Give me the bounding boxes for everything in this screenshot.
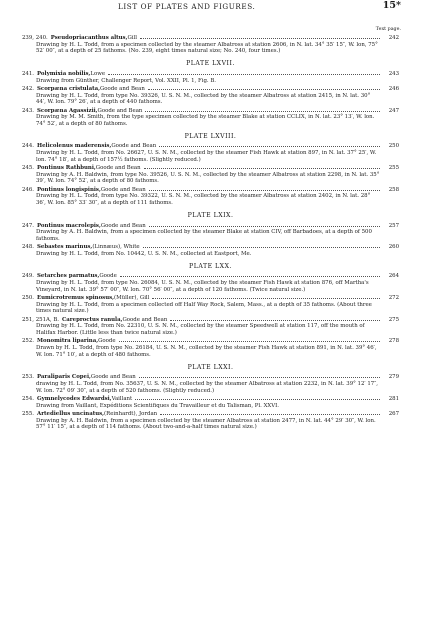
entry-title-line: [22, 244, 399, 251]
species-name: Pontinus Rathbuni,: [37, 165, 96, 172]
plate-entry: [22, 273, 399, 293]
entry-title-line: [22, 35, 399, 42]
figure-number: 241.: [22, 70, 35, 77]
species-name: Setarches parmatus,: [37, 273, 100, 280]
species-name: Eumicrotremus spinosus,: [37, 295, 115, 302]
species-name: Pontinus longispinis,: [37, 186, 101, 193]
entry-description: Drawing by H. L. Todd, from No. 10442, U. S. N. M., collected at Eastport, Me.: [36, 250, 252, 257]
species-name: Scorpæna Agassizii,: [37, 107, 98, 114]
species-authority: Goode and Bean: [99, 85, 145, 92]
text-page-ref: 243: [388, 70, 399, 77]
dot-leader: [135, 399, 380, 400]
species-name: Polymixia nobilis,: [37, 70, 91, 77]
entry-description: Drawing by H. L. Todd, from No. 22310, U. S. N. M., collected by the steamer Speedwell at station 117, off the mouth of Halifax Harbor. (Little less than twice natural size.): [36, 323, 365, 337]
entry-description: drawing by H. L. Todd, from No. 35637, U. S. N. M., collected by the steamer Albatross at station 2232, in N. lat. 39° 12′ 17″, W. lon. 72° 09′ 30″, at a depth of 520 fathoms. (Slightly reduced.): [36, 380, 378, 394]
entry-title-line: [22, 411, 399, 418]
plate-heading: PLATE LXIX.: [187, 211, 234, 219]
entry-title-line: [22, 273, 399, 280]
entry-description: Drawing by A. H. Baldwin, from a specimen collected by the steamer Albatross at station 2477, in N. lat. 44° 29′ 30″, W. lon. 57° 11′ 15″, at a depth of 114 fathoms. (About two-and-a-half times natural size.): [36, 417, 376, 431]
entry-title-line: [22, 86, 399, 93]
entry-title-line: [22, 374, 399, 381]
plate-heading: PLATE LXVII.: [186, 60, 235, 68]
plate-entry: [22, 374, 399, 394]
figure-number: 245.: [22, 165, 35, 172]
entry-title-line: [22, 396, 399, 403]
species-authority: Goode and Bean: [95, 165, 141, 172]
dot-leader: [160, 414, 380, 415]
entry-title-line: [22, 108, 399, 115]
text-page-label: Text page.: [375, 27, 401, 32]
figure-number: 239, 240.: [22, 35, 48, 41]
figure-number: 244.: [22, 143, 35, 150]
text-page-ref: 264: [388, 273, 399, 280]
dot-leader: [120, 276, 380, 277]
text-page-ref: 278: [388, 338, 399, 345]
text-page-ref: 260: [388, 244, 399, 251]
entry-description: Drawing from Vaillant, Expéditions Scientifiques du Travailleur et du Talisman, Pl. XXVI.: [36, 402, 279, 409]
page-number: 15*: [382, 0, 401, 11]
plate-heading: PLATE LXX.: [189, 262, 232, 270]
figure-number: 250.: [22, 295, 35, 302]
species-authority: Goode and Bean: [111, 143, 157, 150]
species-name: Pseudopriacanthus altus,: [50, 35, 128, 41]
text-page-ref: 247: [388, 107, 399, 114]
plate-entry: [22, 244, 399, 257]
dot-leader: [143, 247, 380, 248]
figure-number: 254.: [22, 395, 35, 402]
figure-number: 243.: [22, 107, 35, 114]
text-page-ref: 258: [388, 186, 399, 193]
plates-list: [22, 35, 399, 433]
species-authority: Goode and Bean: [97, 107, 143, 114]
figure-number: 249.: [22, 273, 35, 280]
species-name: Monomitra liparina,: [37, 338, 99, 345]
entry-description: Drawing by H. L. Todd, from type No. 26084, U. S. N. M., collected by the steamer Fish Hawk at station 876, off Martha's Vineyard, in N. lat. 39° 57′ 00″, W. lon. 70° 56′ 00″, at a depth of 120 fathoms. (Twice natural size.): [36, 280, 369, 293]
text-page-ref: 246: [388, 85, 399, 92]
entry-title-line: [22, 338, 399, 345]
species-name: Helicolenus maderensis,: [37, 143, 112, 150]
species-name: Pontinus macrolepis,: [37, 222, 101, 229]
text-page-ref: 267: [388, 410, 399, 417]
species-authority: Goode and Bean: [122, 316, 168, 323]
plate-heading: PLATE LXXI.: [187, 363, 234, 371]
plate-entry: [22, 223, 399, 243]
plate-entry: [22, 143, 399, 163]
figure-number: 248.: [22, 244, 35, 251]
entry-description: Drawn by H. L. Todd, from type No. 26184, U. S. N. M., collected by the steamer Fish Hawk at station 891, in N. lat. 39° 46′, W. lon. 71° 10′, at a depth of 480 fathoms.: [36, 345, 377, 358]
entry-description: Drawing by A. H. Baldwin, from a specimen collected by the steamer Blake at station CIV, off Barbadoes, at a depth of 500 fathoms.: [36, 229, 372, 242]
dot-leader: [152, 298, 380, 299]
text-page-ref: 255: [388, 165, 399, 172]
species-authority: Lowe: [90, 70, 106, 77]
dot-leader: [108, 74, 380, 75]
figure-number: 255.: [22, 410, 35, 417]
plate-entry: [22, 295, 399, 315]
entry-title-line: [22, 295, 399, 302]
species-authority: Goode and Bean: [90, 374, 136, 381]
species-authority: (Linnæus), White: [92, 244, 140, 251]
plate-entry: [22, 35, 399, 55]
entry-description: Drawing by H. L. Todd, from a specimen collected by the steamer Albatross at station 2606, in N. lat. 34° 35′ 15″, W. lon, 75° 52′ 00″, at a depth of 25 fathoms. (No. 239, eight times natural size; No. 240, four times.): [36, 41, 378, 55]
species-authority: (Müller), Gill: [114, 295, 150, 302]
text-page-ref: 281: [388, 395, 399, 402]
species-authority: Gill: [127, 35, 137, 41]
dot-leader: [149, 190, 380, 191]
plate-heading: PLATE LXVIII.: [184, 132, 237, 140]
entry-description: Drawing by H. L. Todd, from type No. 39326, U. S. N. M., collected by the steamer Albatross at station 2415, in N. lat. 30° 44′, W. lon. 79° 26′, at a depth of 440 fathoms.: [36, 92, 371, 106]
species-name: Careproctus ranula,: [62, 316, 123, 323]
entry-description: Drawing from Günther, Challenger Report, Vol. XXII, Pl. 1, Fig. B.: [36, 77, 216, 84]
running-header: [0, 0, 421, 16]
running-title: LIST OF PLATES AND FIGURES.: [118, 2, 256, 11]
dot-leader: [149, 226, 380, 227]
species-authority: Vaillant: [111, 395, 133, 402]
figure-number: 253.: [22, 374, 35, 381]
text-page-ref: 257: [388, 222, 399, 229]
entry-title-line: [22, 143, 399, 150]
dot-leader: [140, 38, 380, 39]
species-name: Paraliparis Copei,: [37, 374, 91, 381]
entry-title-line: [22, 187, 399, 194]
plate-entry: [22, 165, 399, 185]
plate-entry: [22, 187, 399, 207]
plate-entry: [22, 108, 399, 128]
species-name: Gymnelycodes Edwardsi,: [37, 395, 112, 402]
figure-number: 246.: [22, 186, 35, 193]
entry-description: Drawing by M. M. Smith, from the type specimen collected by the steamer Blake at station CCLIX, in N. lat. 23° 13′, W. lon. 74° 52′, at a depth of 80 fathoms.: [36, 114, 375, 127]
dot-leader: [170, 320, 380, 321]
dot-leader: [144, 168, 380, 169]
dot-leader: [145, 111, 380, 112]
figure-number: 251, 251A, B.: [22, 316, 60, 323]
text-page-ref: 275: [388, 316, 399, 323]
dot-leader: [139, 377, 380, 378]
dot-leader: [159, 146, 380, 147]
entry-title-line: [22, 71, 399, 78]
text-page-ref: 250: [388, 143, 399, 150]
entry-title-line: [22, 165, 399, 172]
species-authority: (Reinhardt), Jordan: [104, 410, 158, 417]
species-name: Artediellus uncinatus,: [37, 410, 105, 417]
text-page-ref: 242: [388, 35, 399, 41]
plate-entry: [22, 317, 399, 337]
entry-description: Drawing by H. L. Todd, from type No. 39322, U. S. N. M., collected by the steamer Albatross at station 2402, in N. lat. 28° 36′, W. lon. 85° 33′ 30″, at a depth of 111 fathoms.: [36, 193, 371, 207]
figure-number: 252.: [22, 338, 35, 345]
figure-number: 242.: [22, 85, 35, 92]
plate-entry: [22, 71, 399, 84]
entry-description: Drawing by A. H. Baldwin, from type No. 39526, U. S. N. M., collected by the steamer Albatross at station 2298, in N. lat. 35° 39′, W. lon. 74° 52′, at a depth of 80 fathoms.: [36, 171, 380, 185]
plate-entry: [22, 338, 399, 358]
plate-entry: [22, 411, 399, 431]
species-authority: Goode and Bean: [100, 222, 146, 229]
figure-number: 247.: [22, 222, 35, 229]
dot-leader: [148, 89, 380, 90]
species-authority: Goode and Bean: [100, 186, 146, 193]
species-authority: Goode: [99, 273, 117, 280]
text-page-ref: 279: [388, 374, 399, 381]
entry-title-line: [22, 317, 399, 324]
dot-leader: [119, 341, 380, 342]
entry-description: Drawing by H. L. Todd, from a specimen collected off Half Way Rock, Salem, Mass., at a depth of 35 fathoms. (About three times natural size.): [36, 301, 372, 315]
species-name: Scorpæna cristulata,: [37, 85, 100, 92]
species-name: Sebastes marinus,: [37, 244, 93, 251]
plate-entry: [22, 86, 399, 106]
entry-title-line: [22, 223, 399, 230]
text-page-ref: 272: [388, 295, 399, 302]
species-authority: Goode: [98, 338, 116, 345]
plate-entry: [22, 396, 399, 409]
entry-description: Drawing by H. L. Todd, from No. 26627, U. S. N. M., collected by the steamer Fish Hawk at station 897, in N. lat. 37° 25′, W. lon. 74° 18′, at a depth of 157½ fathoms. (Slightly reduced.): [36, 150, 377, 163]
